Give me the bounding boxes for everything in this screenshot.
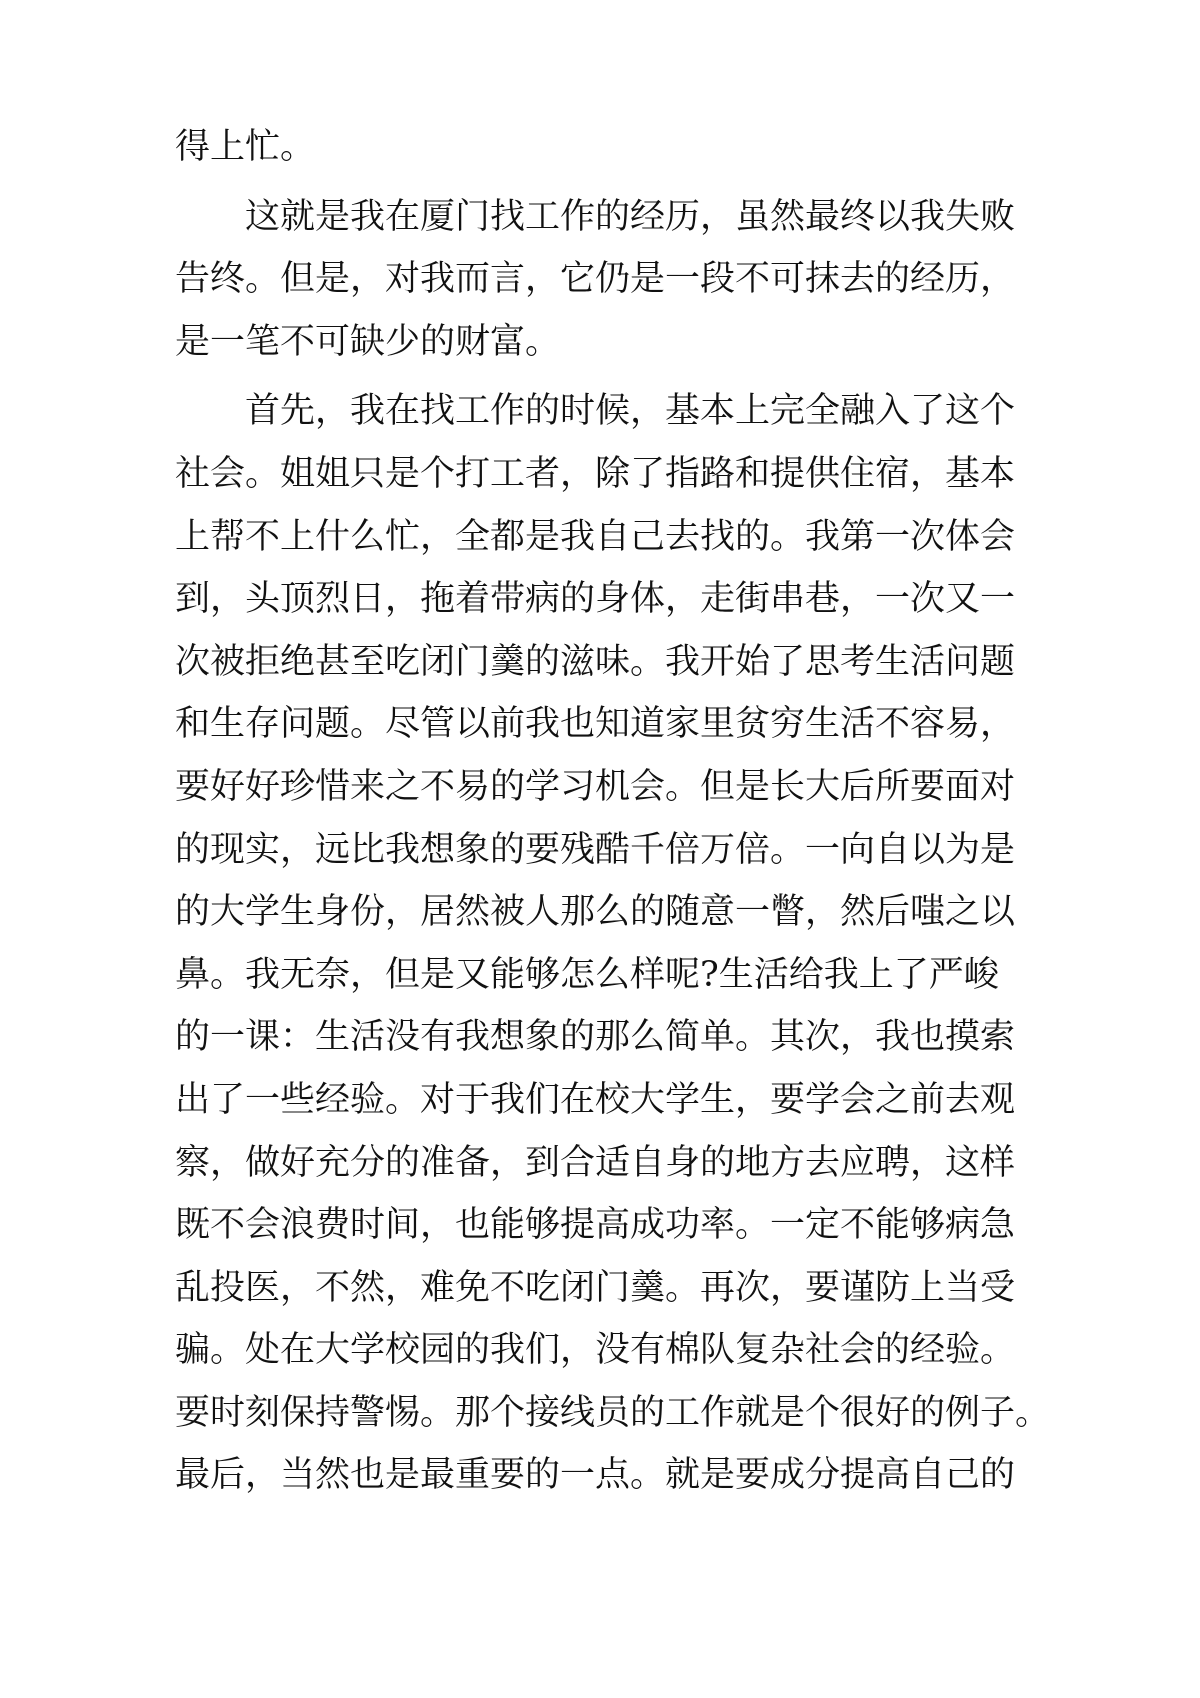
text-line: 鼻。我无奈，但是又能够怎么样呢?生活给我上了严峻 [175, 954, 999, 995]
text-line: 社会。姐姐只是个打工者，除了指路和提供住宿，基本 [175, 453, 1016, 494]
body-text [175, 116, 1075, 1507]
text-line: 到，头顶烈日，拖着带病的身体，走街串巷，一次又一 [175, 579, 1016, 620]
paragraph-gap [175, 179, 1075, 186]
text-line: 察，做好充分的准备，到合适自身的地方去应聘，这样 [175, 1142, 1016, 1183]
text-line: 要时刻保持警惕。那个接线员的工作就是个很好的例子。 [175, 1392, 1051, 1433]
text-line: 和生存问题。尽管以前我也知道家里贫穷生活不容易， [175, 704, 1016, 745]
text-line: 次被拒绝甚至吃闭门羹的滋味。我开始了思考生活问题 [175, 641, 1016, 682]
text-line: 出了一些经验。对于我们在校大学生，要学会之前去观 [175, 1079, 1016, 1120]
text-line: 告终。但是，对我而言，它仍是一段不可抹去的经历， [175, 259, 1016, 300]
text-line: 要好好珍惜来之不易的学习机会。但是长大后所要面对 [175, 766, 1016, 807]
text-line: 既不会浪费时间，也能够提高成功率。一定不能够病急 [175, 1205, 1016, 1246]
text-line: 的大学生身份，居然被人那么的随意一瞥，然后嗤之以 [175, 892, 1016, 933]
text-line: 最后，当然也是最重要的一点。就是要成分提高自己的 [175, 1455, 1016, 1496]
text-line: 这就是我在厦门找工作的经历，虽然最终以我失败 [175, 196, 1016, 237]
paragraph-gap [175, 373, 1075, 380]
text-line: 的一课：生活没有我想象的那么简单。其次，我也摸索 [175, 1017, 1016, 1058]
text-line: 得上忙。 [175, 127, 316, 167]
text-line: 首先，我在找工作的时候，基本上完全融入了这个 [175, 391, 1016, 432]
text-line: 上帮不上什么忙，全都是我自己去找的。我第一次体会 [175, 516, 1016, 557]
text-line: 骗。处在大学校园的我们，没有棉队复杂社会的经验。 [175, 1330, 1016, 1371]
text-line: 的现实，远比我想象的要残酷千倍万倍。一向自以为是 [175, 829, 1016, 870]
text-line: 是一笔不可缺少的财富。 [175, 321, 561, 362]
text-line: 乱投医，不然，难免不吃闭门羹。再次，要谨防上当受 [175, 1267, 1016, 1308]
